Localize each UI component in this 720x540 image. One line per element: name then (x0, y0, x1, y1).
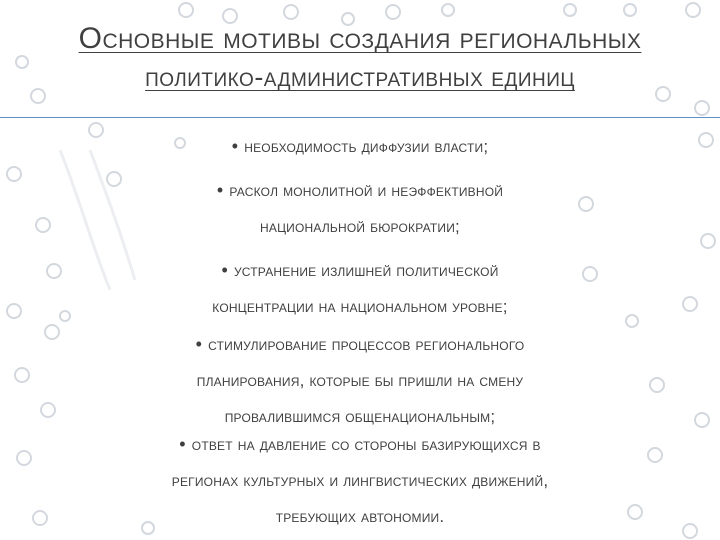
bullet-item-1 (0, 128, 720, 165)
title-text-2: политико-административных единиц (145, 62, 575, 92)
bullet-item-3 (0, 252, 720, 325)
bullet-line: требующих автономии. (275, 507, 445, 526)
bullet-line: провалившимся общенациональным; (224, 407, 496, 426)
bullet-item-2 (0, 172, 720, 245)
bullet-line: • стимулирование процессов регионального (195, 334, 525, 354)
bullet-line: планирования, которые бы пришли на смену (196, 371, 524, 390)
bullet-line: концентрации на национальном уровне; (212, 297, 508, 316)
bullet-item-4 (0, 326, 720, 435)
bullet-line: национальной бюрократии; (260, 217, 460, 236)
bullet-dot: • (221, 260, 228, 280)
bullet-line: • устранение излишней политической (221, 260, 499, 280)
bullet-dot: • (195, 334, 203, 354)
bullet-dot: • (179, 434, 186, 454)
bullet-dot: • (216, 180, 224, 200)
title-divider (0, 117, 720, 118)
bullet-line: • ответ на давление со стороны базирующихся в (179, 434, 541, 454)
bullet-line: • раскол монолитной и неэффективной (216, 180, 504, 200)
title-line-1 (0, 22, 720, 56)
bullet-line: регионах культурных и лингвистических движений, (171, 471, 549, 490)
title-text-1: Основные мотивы создания региональных (78, 22, 642, 55)
bullet-line: • необходимость диффузии власти; (231, 136, 489, 156)
title-line-2 (0, 62, 720, 93)
bullet-dot: • (231, 136, 239, 156)
bullet-item-5 (0, 426, 720, 535)
